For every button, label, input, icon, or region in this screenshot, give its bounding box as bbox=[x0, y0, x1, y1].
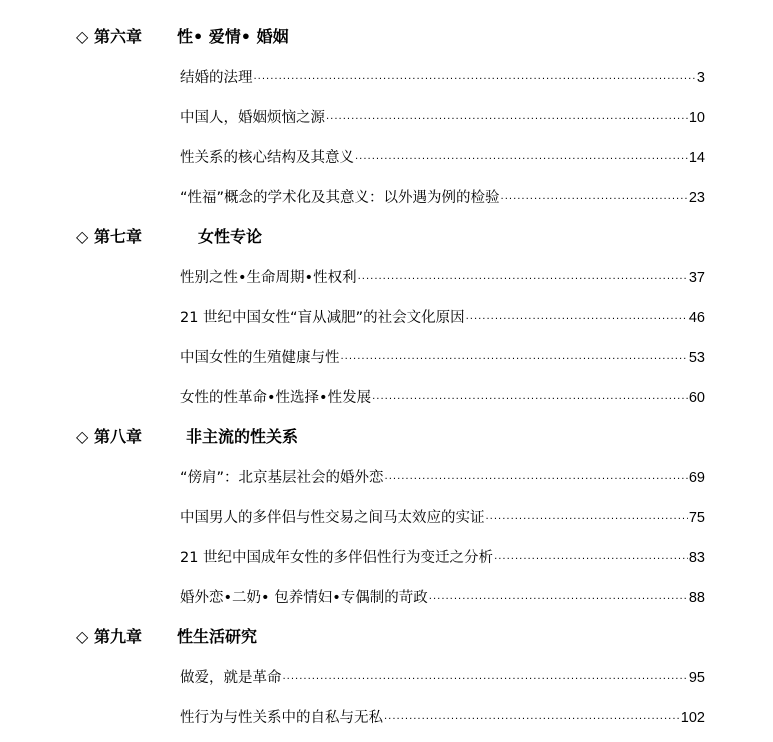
entry-page-number: 88 bbox=[688, 590, 705, 606]
entry-page-number: 75 bbox=[688, 510, 705, 526]
entry-page-number: 3 bbox=[696, 70, 705, 86]
entry-title: 性关系的核心结构及其意义 bbox=[180, 150, 354, 166]
entry-title: 结婚的法理 bbox=[180, 70, 253, 86]
dot-leader bbox=[372, 389, 688, 411]
entry-page-number: 53 bbox=[688, 350, 705, 366]
dot-leader bbox=[358, 269, 688, 291]
entry-page-number: 83 bbox=[688, 550, 705, 566]
entry-page-number: 60 bbox=[688, 390, 705, 406]
toc-entry[interactable] bbox=[180, 187, 705, 209]
entry-page-number: 10 bbox=[688, 110, 705, 126]
chapter-number: 第八章 bbox=[94, 427, 143, 446]
dot-leader bbox=[486, 509, 688, 531]
entry-title: 21 世纪中国女性“盲从减肥”的社会文化原因 bbox=[180, 310, 465, 326]
diamond-icon: ◇ bbox=[76, 427, 89, 446]
toc-entry[interactable] bbox=[180, 547, 705, 569]
chapter-title: 性• 爱情• 婚姻 bbox=[177, 27, 289, 46]
dot-leader bbox=[254, 69, 696, 91]
dot-leader bbox=[341, 349, 688, 371]
chapter-number: 第九章 bbox=[94, 627, 143, 646]
entry-title: 中国人，婚姻烦恼之源 bbox=[180, 110, 325, 126]
toc-entry[interactable] bbox=[180, 387, 705, 409]
entry-page-number: 46 bbox=[688, 310, 705, 326]
toc-entry[interactable] bbox=[180, 707, 705, 729]
chapter-number: 第七章 bbox=[94, 227, 143, 246]
dot-leader bbox=[429, 589, 688, 611]
chapter-heading bbox=[76, 25, 289, 49]
toc-entry[interactable] bbox=[180, 307, 705, 329]
dot-leader bbox=[384, 709, 680, 731]
entry-page-number: 69 bbox=[688, 470, 705, 486]
entry-page-number: 102 bbox=[680, 710, 705, 726]
toc-entry[interactable] bbox=[180, 267, 705, 289]
chapter-title: 性生活研究 bbox=[177, 627, 258, 646]
toc-entry[interactable] bbox=[180, 667, 705, 689]
toc-entry[interactable] bbox=[180, 347, 705, 369]
dot-leader bbox=[385, 469, 688, 491]
chapter-title: 女性专论 bbox=[198, 227, 263, 246]
toc-entry[interactable] bbox=[180, 467, 705, 489]
diamond-icon: ◇ bbox=[76, 627, 89, 646]
entry-title: 性行为与性关系中的自私与无私 bbox=[180, 710, 383, 726]
diamond-icon: ◇ bbox=[76, 27, 89, 46]
entry-page-number: 95 bbox=[688, 670, 705, 686]
chapter-number: 第六章 bbox=[94, 27, 143, 46]
chapter-heading bbox=[76, 425, 299, 449]
entry-page-number: 37 bbox=[688, 270, 705, 286]
toc-entry[interactable] bbox=[180, 107, 705, 129]
entry-title: “性福”概念的学术化及其意义：以外遇为例的检验 bbox=[180, 190, 500, 206]
chapter-title: 非主流的性关系 bbox=[186, 427, 299, 446]
toc-entry[interactable] bbox=[180, 67, 705, 89]
entry-title: 女性的性革命•性选择•性发展 bbox=[180, 390, 372, 406]
dot-leader bbox=[355, 149, 688, 171]
entry-title: 中国男人的多伴侣与性交易之间马太效应的实证 bbox=[180, 510, 485, 526]
diamond-icon: ◇ bbox=[76, 227, 89, 246]
toc-entry[interactable] bbox=[180, 507, 705, 529]
entry-title: 婚外恋•二奶• 包养情妇•专偶制的苛政 bbox=[180, 590, 428, 606]
chapter-heading bbox=[76, 225, 263, 249]
entry-title: 做爱，就是革命 bbox=[180, 670, 282, 686]
dot-leader bbox=[494, 549, 688, 571]
dot-leader bbox=[501, 189, 688, 211]
chapter-heading bbox=[76, 625, 258, 649]
toc-entry[interactable] bbox=[180, 587, 705, 609]
entry-page-number: 23 bbox=[688, 190, 705, 206]
entry-title: “傍肩”：北京基层社会的婚外恋 bbox=[180, 470, 384, 486]
entry-title: 21 世纪中国成年女性的多伴侣性行为变迁之分析 bbox=[180, 550, 494, 566]
entry-title: 中国女性的生殖健康与性 bbox=[180, 350, 340, 366]
toc-entry[interactable] bbox=[180, 147, 705, 169]
entry-page-number: 14 bbox=[688, 150, 705, 166]
entry-title: 性别之性•生命周期•性权利 bbox=[180, 270, 357, 286]
dot-leader bbox=[466, 309, 688, 331]
dot-leader bbox=[283, 669, 688, 691]
dot-leader bbox=[326, 109, 688, 131]
